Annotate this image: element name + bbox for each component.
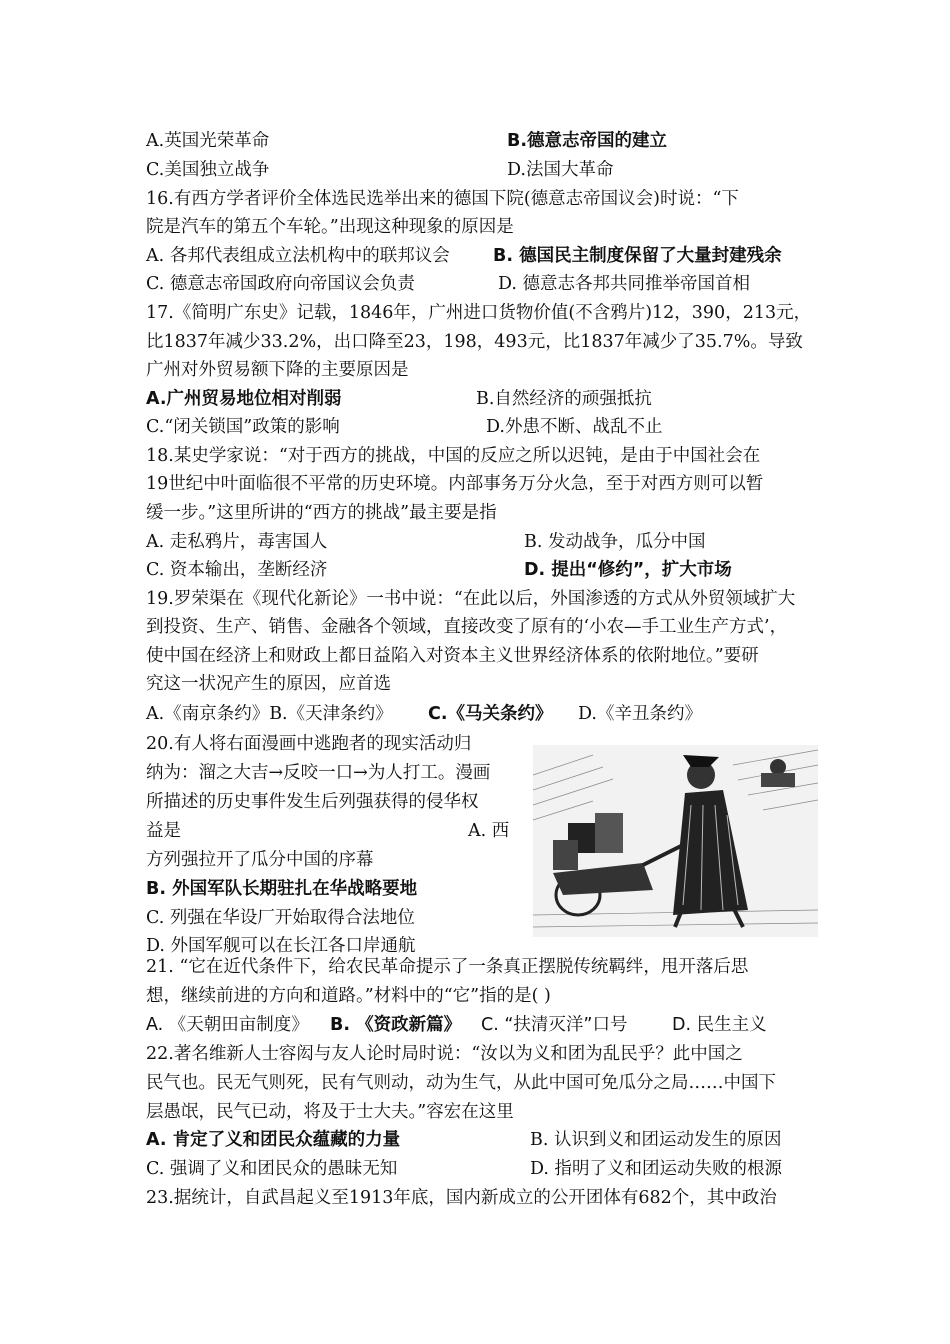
q22-option-b: B. 认识到义和团运动发生的原因 [530, 1130, 782, 1150]
q21-stem-line2: 想，继续前进的方向和道路。”材料中的“它”指的是( ) [146, 986, 551, 1006]
q16-option-b: B. 德国民主制度保留了大量封建残余 [493, 246, 782, 266]
q23-stem-line1: 23.据统计，自武昌起义至1913年底，国内新成立的公开团体有682个，其中政治 [146, 1188, 777, 1208]
q16-option-c: C. 德意志帝国政府向帝国议会负责 [146, 274, 415, 294]
q18-stem-line1: 18.某史学家说：“对于西方的挑战，中国的反应之所以迟钝，是由于中国社会在 [146, 446, 761, 466]
q17-stem-line2: 比1837年减少33.2%，出口降至23，198，493元，比1837年减少了35.7%。导致 [146, 332, 803, 352]
q19-stem-line3: 使中国在经济上和财政上都日益陷入对资本主义世界经济体系的依附地位。”要研 [146, 646, 759, 666]
q16-stem-line1: 16.有西方学者评价全体选民选举出来的德国下院(德意志帝国议会)时说：“下 [146, 189, 739, 209]
q22-option-a: A. 肯定了义和团民众蕴藏的力量 [146, 1130, 401, 1150]
q21-stem-line1: 21. “它在近代条件下，给农民革命提示了一条真正摆脱传统羁绊，甩开落后思 [146, 957, 749, 977]
q22-stem-line2: 民气也。民无气则死，民有气则动，动为生气，从此中国可免瓜分之局……中国下 [146, 1073, 776, 1093]
q22-option-d: D. 指明了义和团运动失败的根源 [530, 1159, 783, 1179]
q17-option-b: B.自然经济的顽强抵抗 [476, 389, 652, 409]
q21-option-c: C. “扶清灭洋”口号 [481, 1015, 628, 1035]
q17-option-a: A.广州贸易地位相对削弱 [146, 389, 342, 409]
q15-option-c: C.美国独立战争 [146, 160, 270, 180]
q19-stem-line4: 究这一状况产生的原因，应首选 [146, 674, 391, 694]
q18-option-d: D. 提出“修约”，扩大市场 [524, 560, 732, 580]
q17-stem-line3: 广州对外贸易额下降的主要原因是 [146, 360, 409, 380]
q15-option-b: B.德意志帝国的建立 [507, 131, 667, 151]
q16-option-a: A. 各邦代表组成立法机构中的联邦议会 [146, 246, 450, 266]
q22-option-c: C. 强调了义和团民众的愚昧无知 [146, 1159, 398, 1179]
q22-stem-line1: 22.著名维新人士容闳与友人论时局时说：“汝以为义和团为乱民乎？此中国之 [146, 1044, 743, 1064]
q20-stem-line1: 20.有人将右面漫画中逃跑者的现实活动归 [146, 734, 472, 754]
q17-option-c: C.“闭关锁国”政策的影响 [146, 417, 340, 437]
q18-stem-line2: 19世纪中叶面临很不平常的历史环境。内部事务万分火急，至于对西方则可以暂 [146, 474, 764, 494]
q21-option-b: B. 《资政新篇》 [330, 1015, 462, 1035]
q20-stem-line4: 益是 [146, 821, 181, 841]
q21-option-a: A. 《天朝田亩制度》 [146, 1015, 309, 1035]
q19-option-ab: A.《南京条约》B.《天津条约》 [146, 704, 393, 724]
q19-option-c: C.《马关条约》 [428, 704, 553, 724]
cartoon-illustration [533, 745, 818, 937]
q18-stem-line3: 缓一步。”这里所讲的“西方的挑战”最主要是指 [146, 503, 497, 523]
q20-option-c: C. 列强在华设厂开始取得合法地位 [146, 908, 415, 928]
q20-stem-line3: 所描述的历史事件发生后列强获得的侵华权 [146, 792, 479, 812]
q20-option-a-start: A. 西 [468, 821, 510, 841]
q19-option-d: D.《辛丑条约》 [578, 704, 702, 724]
q17-stem-line1: 17.《简明广东史》记载，1846年，广州进口货物价值(不含鸦片)12，390，213元， [146, 303, 812, 323]
q18-option-c: C. 资本输出，垄断经济 [146, 560, 328, 580]
q15-option-a: A.英国光荣革命 [146, 131, 270, 151]
q18-option-b: B. 发动战争，瓜分中国 [524, 532, 706, 552]
q22-stem-line3: 层愚氓，民气已动，将及于士大夫。”容宏在这里 [146, 1102, 514, 1122]
q20-stem-line2: 纳为：溜之大吉→反咬一口→为人打工。漫画 [146, 763, 491, 783]
q20-option-b: B. 外国军队长期驻扎在华战略要地 [146, 879, 418, 899]
q15-option-d: D.法国大革命 [507, 160, 614, 180]
q18-option-a: A. 走私鸦片，毒害国人 [146, 532, 328, 552]
q20-option-d: D. 外国军舰可以在长江各口岸通航 [146, 936, 416, 956]
q19-stem-line2: 到投资、生产、销售、金融各个领域，直接改变了原有的‘小农—手工业生产方式’， [146, 617, 788, 637]
q21-option-d: D. 民生主义 [672, 1015, 767, 1035]
q16-option-d: D. 德意志各邦共同推举帝国首相 [498, 274, 751, 294]
q20-option-a-cont: 方列强拉开了瓜分中国的序幕 [146, 850, 374, 870]
q16-stem-line2: 院是汽车的第五个车轮。”出现这种现象的原因是 [146, 217, 514, 237]
q17-option-d: D.外患不断、战乱不止 [486, 417, 663, 437]
q19-stem-line1: 19.罗荣渠在《现代化新论》一书中说：“在此以后，外国渗透的方式从外贸领域扩大 [146, 589, 796, 609]
